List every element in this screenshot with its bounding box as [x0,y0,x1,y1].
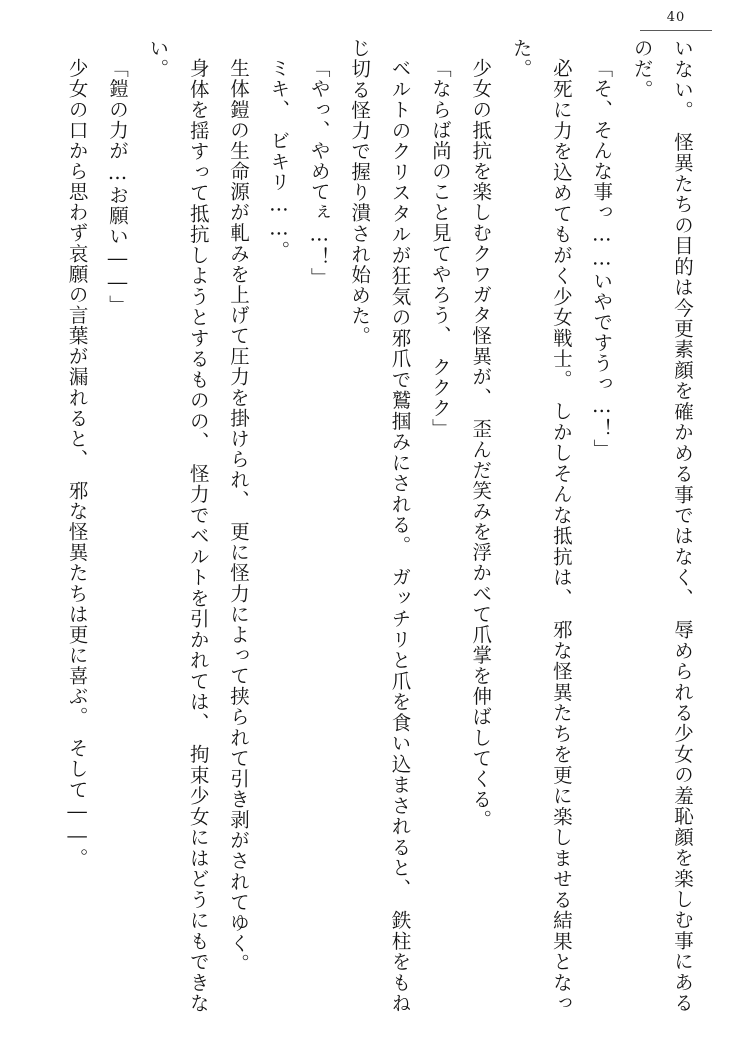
paragraph: 「やっ、やめてぇ…！」 [307,57,331,288]
paragraph: 身体を揺すって抵抗しようとするものの、 怪力でベルトを引かれては、 拘束少女にはどうにもできない。 [146,38,210,1013]
paragraph: ミキ、 ビキリ……。 [267,57,291,261]
paragraph: 少女の口から思わず哀願の言葉が漏れると、 邪な怪異たちは更に喜ぶ。 そして――。 [65,57,89,868]
paragraph: 「鎧の力が…お願い――」 [105,57,129,315]
body-text [34,38,702,1013]
paragraph: 「ならば尚のこと見てやろう、 ククク」 [428,57,452,439]
page-number: 40 [666,10,686,25]
paragraph: いない。 怪異たちの目的は今更素顔を確かめる事ではなく、 辱められる少女の羞恥顔を楽しむ事にあるのだ。 [630,38,694,1013]
paragraph: 少女の抵抗を楽しむクワガタ怪異が、 歪んだ笑みを浮かべて爪掌を伸ばしてくる。 [469,57,493,830]
paragraph: ベルトのクリスタルが狂気の邪爪で鷲掴みにされる。 ガッチリと爪を食い込まされると、 鉄柱をもねじ切る怪力で握り潰され始めた。 [348,38,412,1013]
paragraph: 必死に力を込めてもがく少女戦士。 しかしそんな抵抗は、 邪な怪異たちを更に楽しませる結果となった。 [509,38,573,1013]
paragraph: 生体鎧の生命源が軋みを上げて圧力を掛けられ、 更に怪力によって挟られて引き剥がされてゆく。 [227,57,251,974]
page-number-rule [640,30,712,31]
paragraph: 「そ、そんな事っ……いやですうっ…！」 [590,57,614,459]
